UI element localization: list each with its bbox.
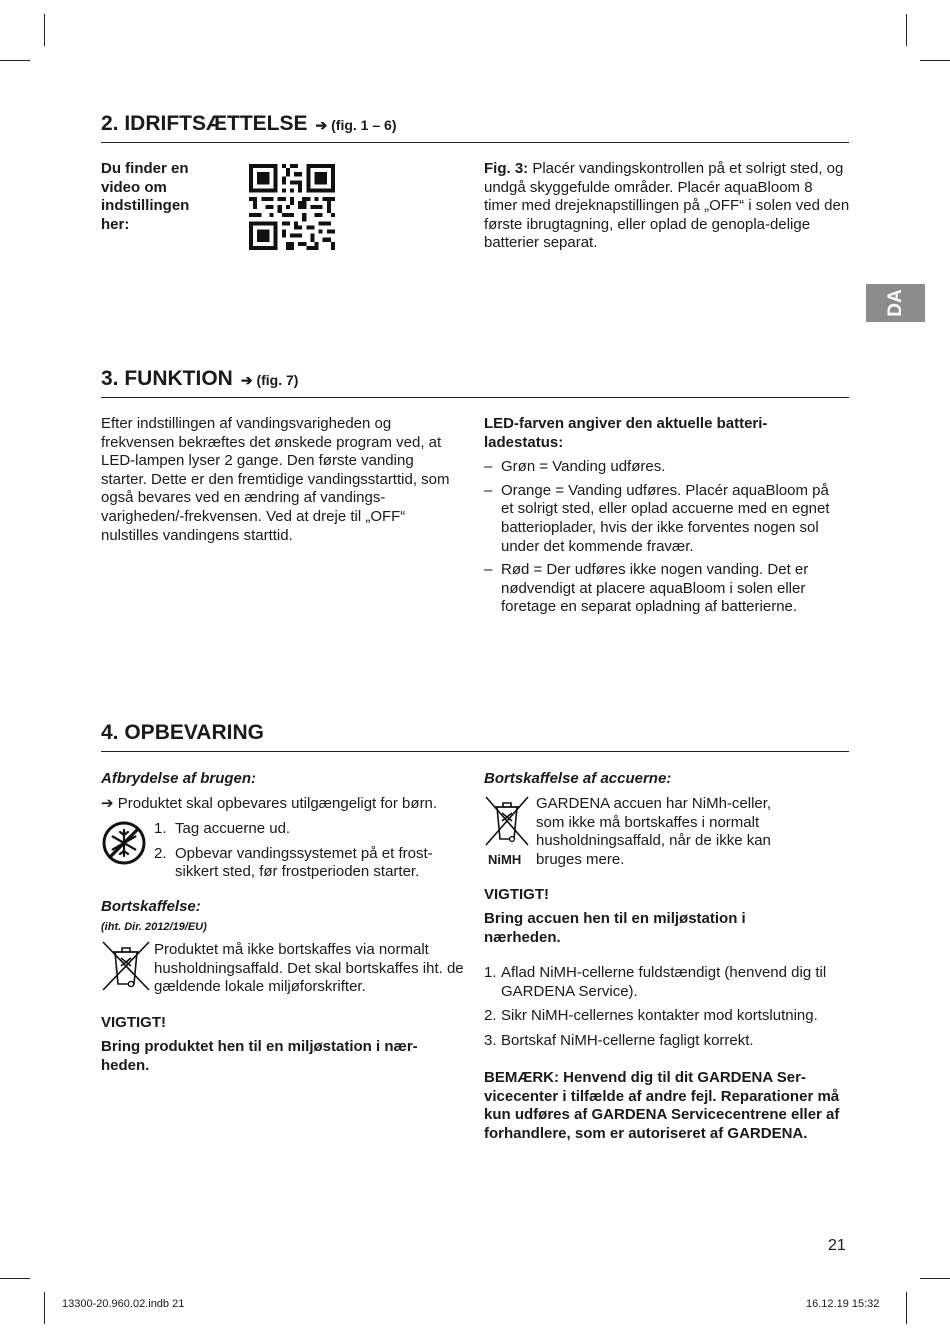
section-2-fig-ref: ➔ (fig. 1 – 6) bbox=[315, 117, 397, 133]
step-number: 1. bbox=[484, 964, 497, 981]
disposal-text: Produktet må ikke bortskaffes via normalt husholdningsaffald. Det skal bortskaffes iht. de gældende lokale miljøforskrifter. bbox=[154, 941, 464, 996]
disposal-heading: Bortskaffelse: bbox=[101, 898, 201, 915]
crop-mark bbox=[44, 1292, 45, 1324]
page-number: 21 bbox=[828, 1237, 846, 1254]
section-3-title bbox=[101, 367, 849, 398]
section-2-title-text: 2. IDRIFTSÆTTELSE bbox=[101, 112, 308, 135]
directive-reference: (iht. Dir. 2012/19/EU) bbox=[101, 921, 207, 933]
section-3-title-text: 3. FUNKTION bbox=[101, 367, 233, 390]
step-text: Bortskaf NiMH-cellerne fagligt korrekt. bbox=[501, 1031, 754, 1049]
footer-date: 16.12.19 15:32 bbox=[806, 1298, 880, 1310]
step-text: Tag accuerne ud. bbox=[175, 820, 291, 837]
video-label-line: Du finder en bbox=[101, 160, 189, 177]
decommission-heading: Afbrydelse af brugen: bbox=[101, 770, 257, 787]
step-number: 2. bbox=[154, 844, 167, 862]
step-text: Sikr NiMH-cellernes kontakter mod kortslutning. bbox=[501, 1007, 818, 1025]
battery-disposal-heading: Bortskaffelse af accuerne: bbox=[484, 770, 672, 787]
footer-file: 13300-20.960.02.indb 21 bbox=[62, 1298, 185, 1310]
important-label-left: VIGTIGT! bbox=[101, 1014, 166, 1031]
section-4-title bbox=[101, 721, 849, 752]
video-label-line: video om bbox=[101, 178, 167, 196]
battery-step bbox=[484, 1007, 850, 1026]
battery-text: GARDENA accuen har NiMh-celler, som ikke må bortskaffes i normalt husholdningsaffald, når de ikke kan bruges mere. bbox=[536, 795, 772, 868]
step-number: 2. bbox=[484, 1007, 497, 1025]
fig3-text: Placér vandingskontrollen på et solrigt sted, og undgå skyggefulde områder. Placér aquaBloom 8 timer med drejeknapstillingen på „OFF“ i solen ved den første ibrugtagning, eller oplad de genopla-delige batterier separat. bbox=[484, 160, 850, 252]
led-item-orange: – Orange = Vanding udføres. Placér aquaBloom på et solrigt sted, eller oplad accuerne med en egnet batterioplader, hvis der ikke forventes nogen sol under det kommende fravær. bbox=[484, 481, 830, 555]
crop-mark bbox=[906, 14, 907, 46]
crop-mark bbox=[44, 14, 45, 46]
section-4-title-text: 4. OPBEVARING bbox=[101, 721, 264, 744]
step-number: 1. bbox=[154, 820, 167, 837]
battery-step bbox=[484, 1032, 850, 1051]
crop-mark bbox=[920, 1278, 950, 1279]
fig3-label: Fig. 3: bbox=[484, 160, 529, 177]
frost-free-icon bbox=[101, 820, 147, 866]
crop-mark bbox=[0, 1278, 30, 1279]
led-item-text: Grøn = Vanding udføres. bbox=[501, 458, 666, 476]
fig3-paragraph bbox=[484, 160, 850, 253]
crop-mark bbox=[0, 60, 30, 61]
video-label-line: her: bbox=[101, 215, 130, 233]
qr-code[interactable] bbox=[249, 164, 335, 250]
storage-step bbox=[154, 845, 464, 882]
step-number: 3. bbox=[484, 1031, 497, 1049]
crossed-bin-icon bbox=[101, 940, 151, 992]
important-label-right: VIGTIGT! bbox=[484, 886, 549, 903]
led-item-text: Rød = Der udføres ikke nogen vanding. Det er nødvendigt at placere aquaBloom i solen eller foretage en separat opladning af batterierne. bbox=[501, 561, 809, 616]
section-3-fig-ref: ➔ (fig. 7) bbox=[240, 372, 299, 388]
child-safety-note: ➔ Produktet skal opbevares utilgængeligt for børn. bbox=[101, 795, 438, 812]
battery-step bbox=[484, 964, 850, 1001]
language-tab-label: DA bbox=[884, 289, 906, 317]
battery-steps bbox=[484, 964, 850, 1056]
video-label-line: indstillingen bbox=[101, 197, 190, 215]
important-text-left: Bring produktet hen til en miljøstation i nær-heden. bbox=[101, 1038, 418, 1074]
service-note: BEMÆRK: Henvend dig til dit GARDENA Ser-vicecenter i tilfælde af andre fejl. Reparationer må kun udføres af GARDENA Servicecentrene eller af forhandlere, som er autoriseret af GARDENA. bbox=[484, 1069, 840, 1142]
step-text: Aflad NiMH-cellerne fuldstændigt (henvend dig til GARDENA Service). bbox=[501, 964, 827, 1000]
led-status-block bbox=[484, 415, 836, 622]
video-label bbox=[101, 160, 221, 234]
crop-mark bbox=[906, 1292, 907, 1324]
step-text: Opbevar vandingssystemet på et frost-sikkert sted, før frostperioden starter. bbox=[175, 844, 433, 881]
nimh-label: NiMH bbox=[488, 852, 522, 867]
battery-bin-icon bbox=[484, 795, 530, 847]
language-tab bbox=[866, 284, 925, 322]
section-2-title bbox=[101, 112, 849, 143]
crop-mark bbox=[920, 60, 950, 61]
led-item-text: Orange = Vanding udføres. Placér aquaBloom på et solrigt sted, eller oplad accuerne med en egnet batterioplader, hvis der ikke forventes nogen sol under det kommende fravær. bbox=[501, 481, 830, 555]
important-text-right: Bring accuen hen til en miljøstation i nærheden. bbox=[484, 910, 746, 946]
storage-steps bbox=[154, 820, 464, 888]
led-item-red: – Rød = Der udføres ikke nogen vanding. Det er nødvendigt at placere aquaBloom i solen eller foretage en separat opladning af batterierne. bbox=[484, 561, 809, 616]
storage-step bbox=[154, 820, 464, 839]
led-heading: LED-farven angiver den aktuelle batteri-ladestatus: bbox=[484, 415, 768, 451]
function-paragraph: Efter indstillingen af vandingsvarigheden og frekvensen bekræftes det ønskede program ved, at LED-lampen lyser 2 gange. Den første vanding starter. Dette er den fremtidige vandingsstarttid, som også bevares ved en ændring af vandings-varigheden/-frekvensen. Ved at dreje til „OFF“ nulstilles vandingens starttid. bbox=[101, 415, 450, 544]
led-item-green: – Grøn = Vanding udføres. bbox=[484, 458, 666, 476]
